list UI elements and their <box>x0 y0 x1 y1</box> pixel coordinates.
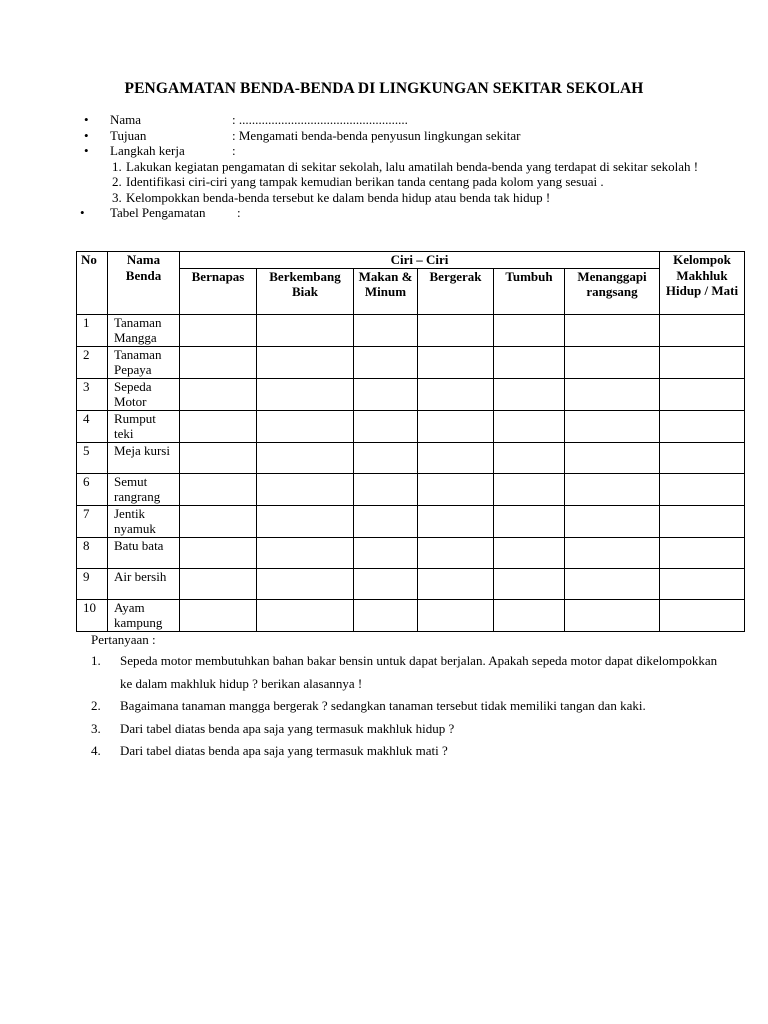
group-cell[interactable] <box>660 599 745 631</box>
check-cell[interactable] <box>418 346 494 378</box>
tujuan-label: Tujuan <box>110 127 147 143</box>
check-cell[interactable] <box>418 473 494 505</box>
row-name: Jentik nyamuk <box>108 505 180 537</box>
kelompok-header: Kelompok Makhluk Hidup / Mati <box>660 252 745 315</box>
check-cell[interactable] <box>257 599 354 631</box>
question-number: 3. <box>91 720 101 736</box>
check-cell[interactable] <box>180 442 257 473</box>
langkah-value: : <box>232 143 236 158</box>
table-row <box>77 378 745 410</box>
table-row <box>77 537 745 568</box>
tabel-label: Tabel Pengamatan <box>110 205 206 220</box>
step-item <box>84 190 724 206</box>
step-item <box>84 174 724 190</box>
check-cell[interactable] <box>354 410 418 442</box>
check-cell[interactable] <box>565 505 660 537</box>
check-cell[interactable] <box>494 442 565 473</box>
row-name: Rumput teki <box>108 410 180 442</box>
check-cell[interactable] <box>180 473 257 505</box>
table-row <box>77 599 745 631</box>
check-cell[interactable] <box>565 568 660 599</box>
check-cell[interactable] <box>180 410 257 442</box>
col-header-bernapas: Bernapas <box>180 268 257 314</box>
question-number: 2. <box>91 698 101 713</box>
group-cell[interactable] <box>660 473 745 505</box>
check-cell[interactable] <box>257 378 354 410</box>
page-title: PENGAMATAN BENDA-BENDA DI LINGKUNGAN SEKITAR SEKOLAH <box>124 80 644 97</box>
col-header-berkembang-biak: Berkembang Biak <box>257 268 354 314</box>
group-cell[interactable] <box>660 314 745 346</box>
question-text: Bagaimana tanaman mangga bergerak ? sedangkan tanaman tersebut tidak memiliki tangan dan kaki. <box>120 698 646 713</box>
check-cell[interactable] <box>180 599 257 631</box>
step-text: Identifikasi ciri-ciri yang tampak kemudian berikan tanda centang pada kolom yang sesuai . <box>126 174 604 189</box>
check-cell[interactable] <box>565 410 660 442</box>
check-cell[interactable] <box>354 314 418 346</box>
row-name: Meja kursi <box>108 442 180 473</box>
row-name: Tanaman Mangga <box>108 314 180 346</box>
check-cell[interactable] <box>565 442 660 473</box>
row-number: 3 <box>77 378 108 410</box>
no-header: No <box>77 252 108 315</box>
check-cell[interactable] <box>257 473 354 505</box>
table-row <box>77 473 745 505</box>
step-number: 2. <box>112 174 122 189</box>
info-row-tabel <box>80 205 724 221</box>
check-cell[interactable] <box>494 473 565 505</box>
check-cell[interactable] <box>180 537 257 568</box>
check-cell[interactable] <box>354 537 418 568</box>
check-cell[interactable] <box>494 537 565 568</box>
info-row-langkah <box>84 143 724 159</box>
check-cell[interactable] <box>565 314 660 346</box>
check-cell[interactable] <box>180 314 257 346</box>
check-cell[interactable] <box>565 378 660 410</box>
group-cell[interactable] <box>660 346 745 378</box>
check-cell[interactable] <box>418 568 494 599</box>
check-cell[interactable] <box>418 314 494 346</box>
tabel-value: : <box>237 205 241 220</box>
check-cell[interactable] <box>494 314 565 346</box>
col-header-makan-minum: Makan & Minum <box>354 268 418 314</box>
bullet-icon: • <box>80 205 85 220</box>
question-item <box>91 740 731 763</box>
questions-heading: Pertanyaan : <box>91 632 156 647</box>
check-cell[interactable] <box>257 537 354 568</box>
table-header-row <box>77 252 745 269</box>
col-header-bergerak: Bergerak <box>418 268 494 314</box>
check-cell[interactable] <box>180 346 257 378</box>
row-number: 6 <box>77 473 108 505</box>
row-name: Ayam kampung <box>108 599 180 631</box>
info-section <box>80 112 724 221</box>
check-cell[interactable] <box>257 442 354 473</box>
nama-label: Nama <box>110 112 142 127</box>
check-cell[interactable] <box>565 537 660 568</box>
group-cell[interactable] <box>660 568 745 599</box>
check-cell[interactable] <box>257 568 354 599</box>
step-text: Kelompokkan benda-benda tersebut ke dalam benda hidup atau benda tak hidup ! <box>126 189 551 205</box>
tujuan-value: : Mengamati benda-benda penyusun lingkungan sekitar <box>232 127 521 143</box>
step-item <box>84 159 724 175</box>
table-row <box>77 314 745 346</box>
questions-section <box>91 632 731 763</box>
col-header-menanggapi: Menanggapi rangsang <box>565 268 660 314</box>
check-cell[interactable] <box>494 378 565 410</box>
row-number: 10 <box>77 599 108 631</box>
steps-list <box>84 159 724 206</box>
nama-value: : .................................................... <box>232 112 408 127</box>
table-row <box>77 505 745 537</box>
row-number: 8 <box>77 537 108 568</box>
check-cell[interactable] <box>565 599 660 631</box>
check-cell[interactable] <box>418 505 494 537</box>
question-item <box>91 695 731 718</box>
question-item <box>91 718 731 741</box>
check-cell[interactable] <box>354 568 418 599</box>
check-cell[interactable] <box>354 346 418 378</box>
row-name: Sepeda Motor <box>108 378 180 410</box>
question-item <box>91 650 731 695</box>
row-number: 4 <box>77 410 108 442</box>
group-cell[interactable] <box>660 537 745 568</box>
row-name: Tanaman Pepaya <box>108 346 180 378</box>
question-text: Dari tabel diatas benda apa saja yang termasuk makhluk hidup ? <box>120 720 455 736</box>
check-cell[interactable] <box>494 410 565 442</box>
check-cell[interactable] <box>354 505 418 537</box>
row-number: 7 <box>77 505 108 537</box>
check-cell[interactable] <box>494 505 565 537</box>
check-cell[interactable] <box>418 537 494 568</box>
check-cell[interactable] <box>257 346 354 378</box>
check-cell[interactable] <box>418 378 494 410</box>
check-cell[interactable] <box>418 442 494 473</box>
check-cell[interactable] <box>418 410 494 442</box>
check-cell[interactable] <box>257 505 354 537</box>
question-text: Sepeda motor membutuhkan bahan bakar bensin untuk dapat berjalan. Apakah sepeda motor dapat dikelompokkan ke dalam makhluk hidup ? berikan alasannya ! <box>120 653 718 691</box>
row-name: Semut rangrang <box>108 473 180 505</box>
bullet-icon: • <box>84 127 89 143</box>
ciri-header: Ciri – Ciri <box>180 252 660 269</box>
check-cell[interactable] <box>354 473 418 505</box>
check-cell[interactable] <box>494 568 565 599</box>
check-cell[interactable] <box>354 378 418 410</box>
group-cell[interactable] <box>660 378 745 410</box>
info-row-tujuan <box>84 128 724 144</box>
info-row-nama <box>84 112 724 128</box>
nama-header: Nama Benda <box>108 252 180 315</box>
check-cell[interactable] <box>180 378 257 410</box>
check-cell[interactable] <box>257 314 354 346</box>
row-name: Batu bata <box>108 537 180 568</box>
check-cell[interactable] <box>418 599 494 631</box>
langkah-label: Langkah kerja <box>110 143 185 158</box>
group-cell[interactable] <box>660 442 745 473</box>
question-number: 4. <box>91 743 101 758</box>
check-cell[interactable] <box>494 346 565 378</box>
check-cell[interactable] <box>565 346 660 378</box>
group-cell[interactable] <box>660 410 745 442</box>
table-row <box>77 442 745 473</box>
observation-table <box>76 251 745 632</box>
bullet-icon: • <box>84 143 89 158</box>
row-number: 9 <box>77 568 108 599</box>
table-row <box>77 410 745 442</box>
step-number: 1. <box>112 158 122 174</box>
question-number: 1. <box>91 653 101 668</box>
row-number: 1 <box>77 314 108 346</box>
group-cell[interactable] <box>660 505 745 537</box>
step-number: 3. <box>112 189 122 205</box>
bullet-icon: • <box>84 112 89 127</box>
table-row <box>77 346 745 378</box>
row-number: 2 <box>77 346 108 378</box>
table-row <box>77 568 745 599</box>
row-name: Air bersih <box>108 568 180 599</box>
check-cell[interactable] <box>354 599 418 631</box>
check-cell[interactable] <box>257 410 354 442</box>
check-cell[interactable] <box>180 568 257 599</box>
check-cell[interactable] <box>180 505 257 537</box>
check-cell[interactable] <box>565 473 660 505</box>
row-number: 5 <box>77 442 108 473</box>
check-cell[interactable] <box>494 599 565 631</box>
step-text: Lakukan kegiatan pengamatan di sekitar sekolah, lalu amatilah benda-benda yang terdapat di sekitar sekolah ! <box>126 158 699 174</box>
check-cell[interactable] <box>354 442 418 473</box>
question-text: Dari tabel diatas benda apa saja yang termasuk makhluk mati ? <box>120 743 448 758</box>
col-header-tumbuh: Tumbuh <box>494 268 565 314</box>
